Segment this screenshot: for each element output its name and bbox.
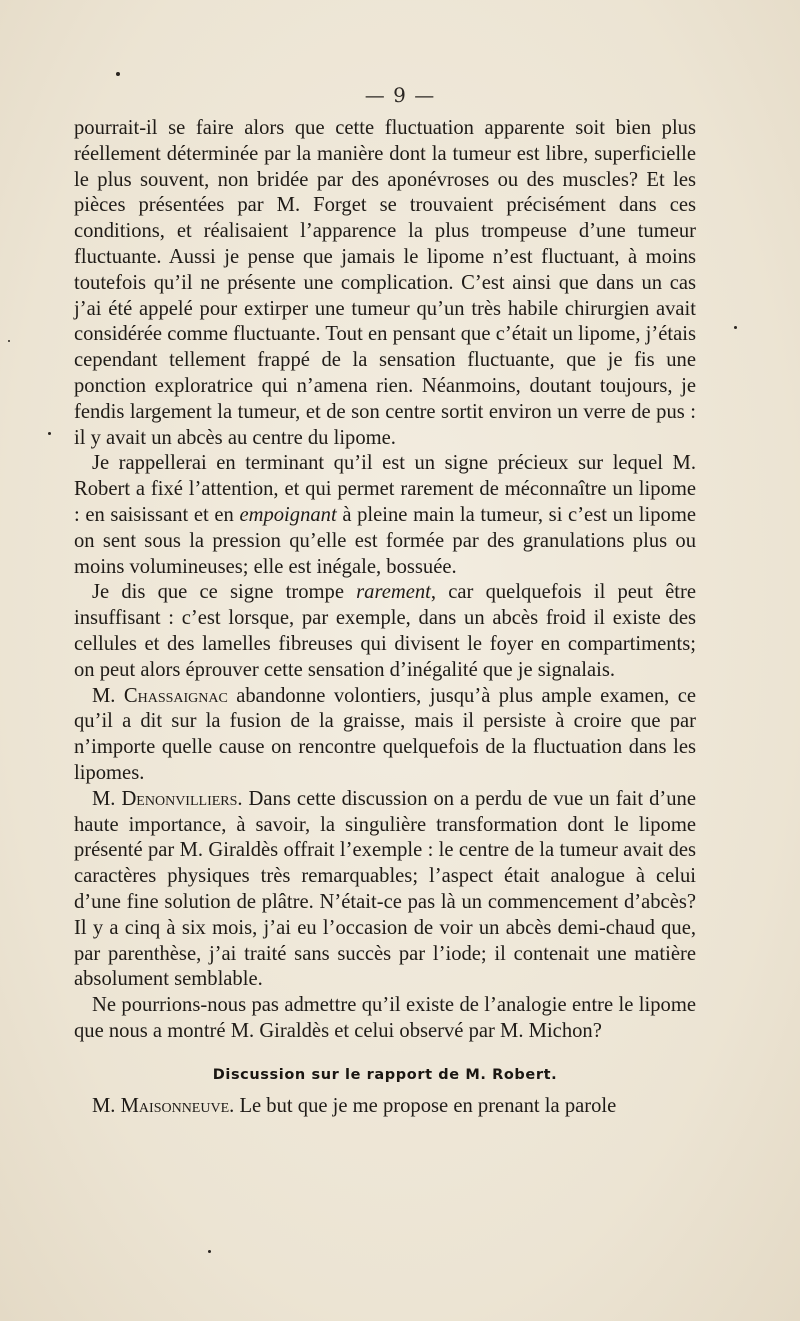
paragraph [74, 1094, 696, 1120]
scan-speck [8, 340, 10, 342]
scan-speck [208, 1250, 211, 1253]
text-run: M. [92, 787, 122, 810]
paragraph [74, 787, 696, 993]
text-run: . Le but que je me propose en prenant la parole [229, 1095, 617, 1118]
speaker-name: Chassaignac [123, 684, 228, 707]
text-run: Je dis que ce signe trompe [92, 581, 357, 604]
text-run: abandonne volontiers, jusqu’à plus ample examen, ce qu’il a dit sur la fusion de la graisse, mais il persiste à croire que par n’importe quelle cause on rencontre quelquefois de la fluctuation dans les lipomes. [74, 684, 697, 784]
text-run: à pleine main la tumeur, si c’est un lipome on sent sous la pression qu’elle est formée par des granulations plus ou moins volumineuses; elle est inégale, bossuée. [74, 503, 696, 578]
italic-text: rarement [356, 581, 431, 604]
text-run: M. [92, 684, 124, 707]
scan-speck [734, 326, 737, 329]
paragraph [74, 580, 696, 683]
text-run: pourrait-il se faire alors que cette fluctuation apparente soit bien plus réellement déterminée par la manière dont la tumeur est libre, superficielle le plus souvent, non bridée par des aponévroses ou des muscles? Et les pièces présentées par M. Forget se trouvaient précisément dans ces conditions, et réalisaient l’apparence la plus trompeuse d’une tumeur fluctuante. Aussi je pense que jamais le lipome n’est fluctuant, à moins toutefois qu’il ne présente une complication. C’est ainsi que dans un cas j’ai été appelé pour extirper une tumeur qu’un très habile chirurgien avait considérée comme fluctuante. Tout en pensant que c’était un lipome, j’étais cependant tellement frappé de la sensation fluctuante, que je fis une ponction exploratrice qui n’amena rien. Néanmoins, doutant toujours, je fendis largement la tumeur, et de son centre sortit environ un verre de pus : il y avait un abcès au centre du lipome. [74, 117, 696, 449]
paragraph [74, 684, 696, 787]
text-run: M. [92, 1095, 121, 1118]
speaker-name: Denonvilliers [121, 787, 238, 810]
scan-speck [48, 432, 51, 435]
text-run: , car quelquefois il peut être insuffisant : c’est lorsque, par exemple, dans un abcès froid il existe des cellules et des lamelles fibreuses qui divisent le foyer en compartiments; on peut alors éprouver cette sensation d’inégalité que je signalais. [74, 581, 696, 681]
body-text [74, 116, 696, 1120]
paragraph [74, 116, 696, 451]
text-run: Ne pourrions-nous pas admettre qu’il existe de l’analogie entre le lipome que nous a montré M. Giraldès et celui observé par M. Michon? [74, 994, 696, 1042]
speaker-name: Maisonneuve [120, 1095, 230, 1118]
scan-speck [116, 72, 120, 76]
section-heading: Discussion sur le rapport de M. Robert. [212, 1066, 558, 1083]
page-number: — 9 — [364, 83, 436, 107]
text-run: . Dans cette discussion on a perdu de vue un fait d’une haute importance, à savoir, la singulière transformation dont le lipome présenté par M. Giraldès offrait l’exemple : le centre de la tumeur avait des caractères physiques très remarquables; l’aspect était analogue à celui d’une fine solution de plâtre. N’était-ce pas là un commencement d’abcès? Il y a cinq à six mois, j’ai eu l’occasion de voir un abcès demi-chaud que, par parenthèse, j’ai traité sans succès par l’iode; il contenait une matière absolument semblable. [74, 787, 696, 991]
paragraph [74, 993, 696, 1045]
paragraph [74, 451, 696, 580]
text-run: Je rappellerai en terminant qu’il est un signe précieux sur lequel M. Robert a fixé l’attention, et qui permet rarement de méconnaître un lipome : en saisissant et en [74, 452, 696, 526]
italic-text: empoignant [239, 503, 337, 526]
